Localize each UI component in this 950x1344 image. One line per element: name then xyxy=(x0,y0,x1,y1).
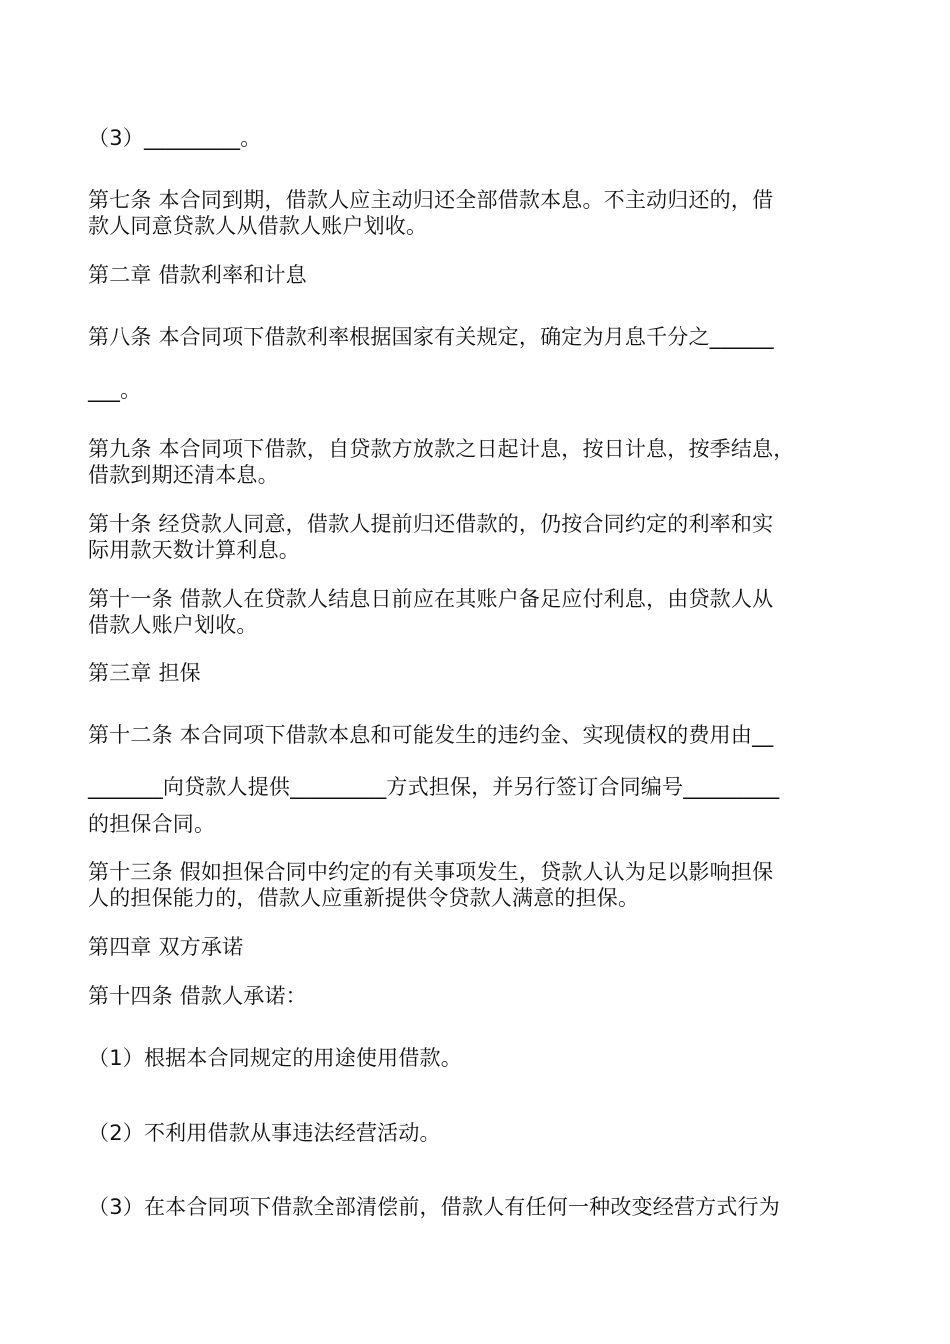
article-14-item-3: （3）在本合同项下借款全部清偿前，借款人有任何一种改变经营方式行为 xyxy=(88,1195,780,1219)
chapter-3-heading: 第三章 担保 xyxy=(88,661,201,685)
article-14-item-2: （2）不利用借款从事违法经营活动。 xyxy=(88,1121,441,1145)
article-8-line-1: 第八条 本合同项下借款利率根据国家有关规定，确定为月息千分之______ xyxy=(88,325,774,349)
item-3-blank: （3）_________。 xyxy=(88,126,262,150)
article-12-line-2: _______向贷款人提供_________方式担保，并另行签订合同编号_________ xyxy=(88,775,780,799)
article-12-line-3: 的担保合同。 xyxy=(88,812,216,836)
article-8-line-2: ___。 xyxy=(88,378,142,402)
article-14-heading: 第十四条 借款人承诺： xyxy=(88,984,307,1008)
article-12-line-1: 第十二条 本合同项下借款本息和可能发生的违约金、实现债权的费用由__ xyxy=(88,723,774,747)
article-7-line-2: 款人同意贷款人从借款人账户划收。 xyxy=(88,214,428,238)
article-13-line-2: 人的担保能力的，借款人应重新提供令贷款人满意的担保。 xyxy=(88,886,640,910)
article-11-line-2: 借款人账户划收。 xyxy=(88,613,258,637)
article-14-item-1: （1）根据本合同规定的用途使用借款。 xyxy=(88,1046,462,1070)
article-7-line-1: 第七条 本合同到期，借款人应主动归还全部借款本息。不主动归还的，借 xyxy=(88,188,774,212)
article-9-line-2: 借款到期还清本息。 xyxy=(88,463,279,487)
chapter-2-heading: 第二章 借款利率和计息 xyxy=(88,263,307,287)
chapter-4-heading: 第四章 双方承诺 xyxy=(88,935,244,959)
article-10-line-1: 第十条 经贷款人同意，借款人提前归还借款的，仍按合同约定的利率和实 xyxy=(88,512,774,536)
article-11-line-1: 第十一条 借款人在贷款人结息日前应在其账户备足应付利息，由贷款人从 xyxy=(88,587,774,611)
article-10-line-2: 际用款天数计算利息。 xyxy=(88,538,300,562)
article-9-line-1: 第九条 本合同项下借款，自贷款方放款之日起计息，按日计息，按季结息， xyxy=(88,437,795,461)
article-13-line-1: 第十三条 假如担保合同中约定的有关事项发生，贷款人认为足以影响担保 xyxy=(88,860,774,884)
